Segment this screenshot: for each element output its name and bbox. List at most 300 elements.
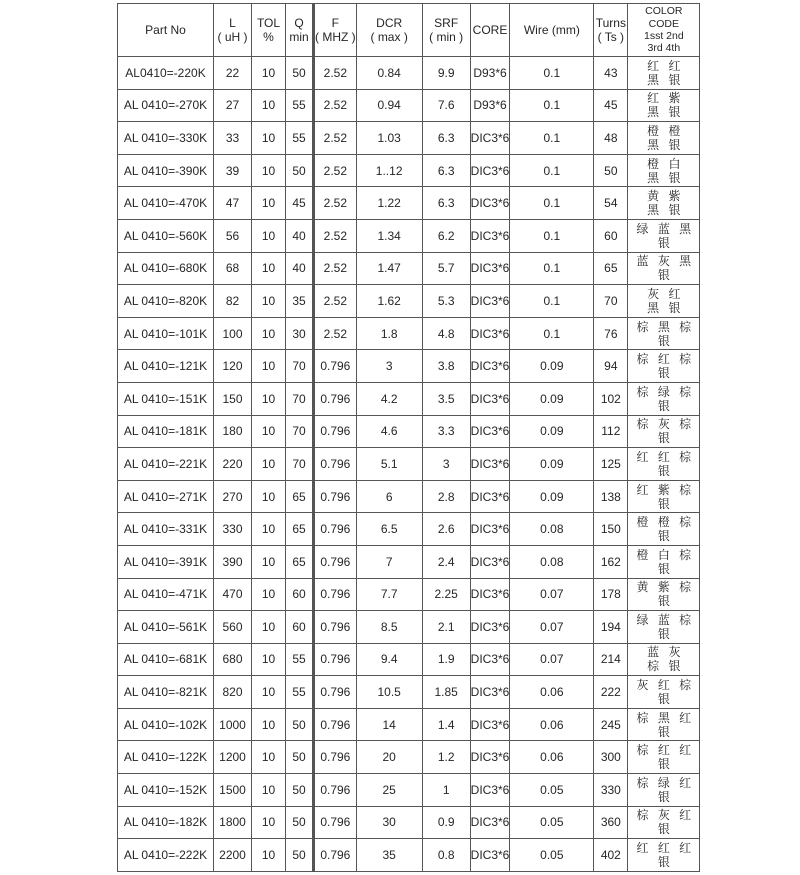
cell-turns_ts: 50 xyxy=(594,154,628,187)
cell-l_uh: 1000 xyxy=(214,708,252,741)
header-cell-f_mhz xyxy=(314,4,357,57)
cell-core: DIC3*6 xyxy=(470,219,510,252)
color-code-line: 银 xyxy=(657,333,670,348)
cell-turns_ts: 330 xyxy=(594,774,628,807)
table-row xyxy=(118,154,700,187)
cell-turns_ts: 214 xyxy=(594,643,628,676)
cell-wire_mm: 0.05 xyxy=(510,806,594,839)
cell-l_uh: 820 xyxy=(214,676,252,709)
color-code-line: 橙 白 xyxy=(647,156,681,171)
header-cell-q_min xyxy=(286,4,314,57)
cell-turns_ts: 150 xyxy=(594,513,628,546)
cell-q_min: 55 xyxy=(286,89,314,122)
header-line: COLOR xyxy=(645,5,683,18)
cell-tol_pct: 10 xyxy=(252,708,286,741)
table-row xyxy=(118,806,700,839)
table-row xyxy=(118,89,700,122)
cell-core: DIC3*6 xyxy=(470,317,510,350)
cell-part_no: AL 0410=-121K xyxy=(118,350,214,383)
cell-wire_mm: 0.09 xyxy=(510,415,594,448)
cell-q_min: 50 xyxy=(286,57,314,90)
header-cell-part_no xyxy=(118,4,214,57)
table-row xyxy=(118,122,700,155)
cell-l_uh: 120 xyxy=(214,350,252,383)
color-code-line: 棕 黑 红 xyxy=(636,710,692,725)
inductor-spec-table xyxy=(117,3,700,872)
cell-wire_mm: 0.1 xyxy=(510,219,594,252)
cell-l_uh: 1500 xyxy=(214,774,252,807)
cell-turns_ts: 65 xyxy=(594,252,628,285)
cell-turns_ts: 222 xyxy=(594,676,628,709)
cell-color_code xyxy=(628,741,700,774)
cell-tol_pct: 10 xyxy=(252,382,286,415)
cell-core: DIC3*6 xyxy=(470,513,510,546)
header-cell-core xyxy=(470,4,510,57)
cell-tol_pct: 10 xyxy=(252,154,286,187)
cell-f_mhz: 0.796 xyxy=(314,839,357,872)
cell-q_min: 70 xyxy=(286,350,314,383)
cell-f_mhz: 0.796 xyxy=(314,448,357,481)
cell-core: DIC3*6 xyxy=(470,415,510,448)
color-code-line: 灰 红 棕 xyxy=(636,678,692,693)
cell-tol_pct: 10 xyxy=(252,611,286,644)
color-code-line: 红 红 xyxy=(647,58,681,73)
cell-f_mhz: 0.796 xyxy=(314,382,357,415)
cell-f_mhz: 2.52 xyxy=(314,219,357,252)
cell-srf_min: 2.8 xyxy=(422,480,470,513)
cell-core: DIC3*6 xyxy=(470,154,510,187)
cell-color_code xyxy=(628,187,700,220)
cell-wire_mm: 0.09 xyxy=(510,448,594,481)
color-code-line: 银 xyxy=(657,398,670,413)
header-line: ( Ts ) xyxy=(597,30,625,44)
cell-color_code xyxy=(628,774,700,807)
cell-part_no: AL 0410=-152K xyxy=(118,774,214,807)
cell-part_no: AL 0410=-270K xyxy=(118,89,214,122)
header-cell-turns_ts xyxy=(594,4,628,57)
cell-turns_ts: 102 xyxy=(594,382,628,415)
cell-part_no: AL 0410=-820K xyxy=(118,285,214,318)
header-cell-dcr_max xyxy=(356,4,422,57)
cell-srf_min: 3.8 xyxy=(422,350,470,383)
cell-color_code xyxy=(628,676,700,709)
table-row xyxy=(118,643,700,676)
cell-q_min: 50 xyxy=(286,708,314,741)
cell-l_uh: 2200 xyxy=(214,839,252,872)
cell-l_uh: 1800 xyxy=(214,806,252,839)
cell-wire_mm: 0.1 xyxy=(510,252,594,285)
cell-q_min: 50 xyxy=(286,741,314,774)
cell-tol_pct: 10 xyxy=(252,480,286,513)
cell-core: DIC3*6 xyxy=(470,839,510,872)
cell-turns_ts: 60 xyxy=(594,219,628,252)
cell-l_uh: 270 xyxy=(214,480,252,513)
cell-color_code xyxy=(628,154,700,187)
cell-tol_pct: 10 xyxy=(252,415,286,448)
color-code-line: 银 xyxy=(657,594,670,609)
color-code-line: 银 xyxy=(657,529,670,544)
cell-wire_mm: 0.1 xyxy=(510,317,594,350)
table-row xyxy=(118,187,700,220)
cell-srf_min: 1.2 xyxy=(422,741,470,774)
cell-core: DIC3*6 xyxy=(470,285,510,318)
cell-part_no: AL 0410=-560K xyxy=(118,219,214,252)
cell-f_mhz: 2.52 xyxy=(314,285,357,318)
cell-srf_min: 6.2 xyxy=(422,219,470,252)
cell-srf_min: 1.85 xyxy=(422,676,470,709)
cell-turns_ts: 45 xyxy=(594,89,628,122)
cell-l_uh: 68 xyxy=(214,252,252,285)
cell-l_uh: 560 xyxy=(214,611,252,644)
color-code-line: 银 xyxy=(657,235,670,250)
cell-color_code xyxy=(628,545,700,578)
cell-part_no: AL 0410=-680K xyxy=(118,252,214,285)
cell-turns_ts: 54 xyxy=(594,187,628,220)
cell-dcr_max: 6 xyxy=(356,480,422,513)
cell-l_uh: 27 xyxy=(214,89,252,122)
cell-core: DIC3*6 xyxy=(470,382,510,415)
cell-part_no: AL 0410=-181K xyxy=(118,415,214,448)
color-code-line: 银 xyxy=(657,268,670,283)
cell-part_no: AL 0410=-471K xyxy=(118,578,214,611)
cell-srf_min: 3.3 xyxy=(422,415,470,448)
color-code-line: 银 xyxy=(657,724,670,739)
table-row xyxy=(118,741,700,774)
table-header xyxy=(118,4,700,57)
color-code-line: 棕 灰 棕 xyxy=(636,417,692,432)
cell-srf_min: 0.9 xyxy=(422,806,470,839)
cell-srf_min: 1 xyxy=(422,774,470,807)
cell-dcr_max: 4.6 xyxy=(356,415,422,448)
cell-q_min: 50 xyxy=(286,154,314,187)
table-row xyxy=(118,350,700,383)
cell-q_min: 70 xyxy=(286,415,314,448)
cell-turns_ts: 402 xyxy=(594,839,628,872)
table-row xyxy=(118,676,700,709)
cell-color_code xyxy=(628,317,700,350)
cell-part_no: AL 0410=-122K xyxy=(118,741,214,774)
cell-core: DIC3*6 xyxy=(470,578,510,611)
color-code-line: 棕 灰 红 xyxy=(636,808,692,823)
cell-tol_pct: 10 xyxy=(252,187,286,220)
header-line: Turns xyxy=(595,15,626,30)
cell-q_min: 55 xyxy=(286,122,314,155)
cell-part_no: AL 0410=-182K xyxy=(118,806,214,839)
cell-wire_mm: 0.09 xyxy=(510,480,594,513)
color-code-line: 银 xyxy=(657,692,670,707)
cell-f_mhz: 0.796 xyxy=(314,774,357,807)
header-line: Part No xyxy=(145,22,186,37)
cell-l_uh: 82 xyxy=(214,285,252,318)
cell-dcr_max: 1.03 xyxy=(356,122,422,155)
cell-wire_mm: 0.05 xyxy=(510,839,594,872)
cell-wire_mm: 0.06 xyxy=(510,741,594,774)
cell-q_min: 35 xyxy=(286,285,314,318)
cell-color_code xyxy=(628,611,700,644)
cell-q_min: 45 xyxy=(286,187,314,220)
cell-turns_ts: 245 xyxy=(594,708,628,741)
cell-q_min: 50 xyxy=(286,839,314,872)
color-code-line: 红 红 红 xyxy=(636,841,692,856)
cell-f_mhz: 2.52 xyxy=(314,57,357,90)
table-row xyxy=(118,382,700,415)
cell-wire_mm: 0.1 xyxy=(510,154,594,187)
cell-f_mhz: 0.796 xyxy=(314,415,357,448)
cell-tol_pct: 10 xyxy=(252,513,286,546)
cell-wire_mm: 0.06 xyxy=(510,708,594,741)
color-code-line: 黑 银 xyxy=(647,72,681,87)
header-line: 3rd 4th xyxy=(647,42,681,55)
header-line: CORE xyxy=(472,22,508,37)
cell-f_mhz: 0.796 xyxy=(314,350,357,383)
cell-core: DIC3*6 xyxy=(470,122,510,155)
color-code-line: 银 xyxy=(657,463,670,478)
cell-q_min: 50 xyxy=(286,806,314,839)
table-row xyxy=(118,708,700,741)
cell-srf_min: 4.8 xyxy=(422,317,470,350)
cell-tol_pct: 10 xyxy=(252,350,286,383)
cell-part_no: AL 0410=-271K xyxy=(118,480,214,513)
cell-wire_mm: 0.07 xyxy=(510,643,594,676)
cell-f_mhz: 0.796 xyxy=(314,806,357,839)
cell-srf_min: 6.3 xyxy=(422,154,470,187)
header-line: L xyxy=(229,15,236,30)
cell-turns_ts: 162 xyxy=(594,545,628,578)
cell-l_uh: 330 xyxy=(214,513,252,546)
cell-turns_ts: 178 xyxy=(594,578,628,611)
cell-turns_ts: 43 xyxy=(594,57,628,90)
cell-srf_min: 6.3 xyxy=(422,122,470,155)
cell-wire_mm: 0.08 xyxy=(510,545,594,578)
table-row xyxy=(118,611,700,644)
cell-turns_ts: 76 xyxy=(594,317,628,350)
cell-color_code xyxy=(628,708,700,741)
cell-wire_mm: 0.09 xyxy=(510,382,594,415)
table-row xyxy=(118,513,700,546)
cell-f_mhz: 0.796 xyxy=(314,480,357,513)
cell-dcr_max: 1.22 xyxy=(356,187,422,220)
cell-dcr_max: 0.94 xyxy=(356,89,422,122)
color-code-line: 蓝 灰 xyxy=(647,645,681,660)
cell-l_uh: 1200 xyxy=(214,741,252,774)
cell-q_min: 65 xyxy=(286,513,314,546)
cell-l_uh: 150 xyxy=(214,382,252,415)
table-row xyxy=(118,480,700,513)
cell-wire_mm: 0.07 xyxy=(510,611,594,644)
cell-turns_ts: 112 xyxy=(594,415,628,448)
table-row xyxy=(118,545,700,578)
color-code-line: 蓝 灰 黑 xyxy=(636,254,692,269)
cell-wire_mm: 0.08 xyxy=(510,513,594,546)
cell-core: DIC3*6 xyxy=(470,708,510,741)
cell-dcr_max: 6.5 xyxy=(356,513,422,546)
table-row xyxy=(118,219,700,252)
cell-l_uh: 680 xyxy=(214,643,252,676)
cell-q_min: 60 xyxy=(286,611,314,644)
cell-srf_min: 2.6 xyxy=(422,513,470,546)
cell-l_uh: 470 xyxy=(214,578,252,611)
color-code-line: 红 紫 棕 xyxy=(636,482,692,497)
cell-q_min: 60 xyxy=(286,578,314,611)
cell-l_uh: 33 xyxy=(214,122,252,155)
cell-f_mhz: 0.796 xyxy=(314,545,357,578)
cell-q_min: 55 xyxy=(286,676,314,709)
header-cell-tol_pct xyxy=(252,4,286,57)
cell-dcr_max: 7 xyxy=(356,545,422,578)
cell-l_uh: 56 xyxy=(214,219,252,252)
cell-q_min: 40 xyxy=(286,252,314,285)
cell-dcr_max: 1.8 xyxy=(356,317,422,350)
cell-srf_min: 2.1 xyxy=(422,611,470,644)
cell-dcr_max: 0.84 xyxy=(356,57,422,90)
color-code-line: 银 xyxy=(657,822,670,837)
table-row xyxy=(118,839,700,872)
header-line: ( max ) xyxy=(370,30,408,44)
cell-core: DIC3*6 xyxy=(470,611,510,644)
cell-part_no: AL 0410=-821K xyxy=(118,676,214,709)
cell-l_uh: 22 xyxy=(214,57,252,90)
cell-q_min: 55 xyxy=(286,643,314,676)
cell-dcr_max: 10.5 xyxy=(356,676,422,709)
cell-q_min: 30 xyxy=(286,317,314,350)
cell-tol_pct: 10 xyxy=(252,89,286,122)
cell-dcr_max: 1..12 xyxy=(356,154,422,187)
cell-tol_pct: 10 xyxy=(252,448,286,481)
cell-wire_mm: 0.1 xyxy=(510,187,594,220)
table-row xyxy=(118,578,700,611)
cell-core: DIC3*6 xyxy=(470,448,510,481)
cell-color_code xyxy=(628,839,700,872)
color-code-line: 黄 紫 xyxy=(647,189,681,204)
cell-q_min: 65 xyxy=(286,545,314,578)
color-code-line: 棕 绿 红 xyxy=(636,775,692,790)
color-code-line: 棕 银 xyxy=(647,659,681,674)
cell-tol_pct: 10 xyxy=(252,806,286,839)
header-line: TOL xyxy=(256,15,281,30)
color-code-line: 红 红 棕 xyxy=(636,449,692,464)
color-code-line: 银 xyxy=(657,757,670,772)
cell-q_min: 65 xyxy=(286,480,314,513)
color-code-line: 黑 银 xyxy=(647,105,681,120)
cell-core: DIC3*6 xyxy=(470,806,510,839)
cell-color_code xyxy=(628,285,700,318)
header-line: Wire (mm) xyxy=(523,22,580,37)
cell-color_code xyxy=(628,350,700,383)
header-line: 1sst 2nd xyxy=(643,30,684,42)
cell-dcr_max: 5.1 xyxy=(356,448,422,481)
header-row xyxy=(118,4,700,57)
cell-color_code xyxy=(628,219,700,252)
color-code-line: 绿 蓝 棕 xyxy=(636,612,692,627)
cell-part_no: AL 0410=-151K xyxy=(118,382,214,415)
cell-dcr_max: 8.5 xyxy=(356,611,422,644)
cell-q_min: 40 xyxy=(286,219,314,252)
cell-turns_ts: 194 xyxy=(594,611,628,644)
cell-f_mhz: 2.52 xyxy=(314,122,357,155)
color-code-line: 黑 银 xyxy=(647,137,681,152)
cell-srf_min: 5.3 xyxy=(422,285,470,318)
cell-srf_min: 0.8 xyxy=(422,839,470,872)
cell-tol_pct: 10 xyxy=(252,578,286,611)
cell-tol_pct: 10 xyxy=(252,774,286,807)
cell-srf_min: 2.4 xyxy=(422,545,470,578)
cell-part_no: AL 0410=-221K xyxy=(118,448,214,481)
cell-core: DIC3*6 xyxy=(470,741,510,774)
cell-part_no: AL 0410=-222K xyxy=(118,839,214,872)
header-line: ( MHZ ) xyxy=(315,30,356,44)
cell-tol_pct: 10 xyxy=(252,285,286,318)
color-code-line: 棕 红 红 xyxy=(636,743,692,758)
cell-dcr_max: 35 xyxy=(356,839,422,872)
cell-tol_pct: 10 xyxy=(252,643,286,676)
color-code-line: 银 xyxy=(657,496,670,511)
cell-core: DIC3*6 xyxy=(470,545,510,578)
color-code-line: 银 xyxy=(657,561,670,576)
color-code-line: 橙 白 棕 xyxy=(636,547,692,562)
cell-srf_min: 6.3 xyxy=(422,187,470,220)
cell-core: DIC3*6 xyxy=(470,643,510,676)
table-row xyxy=(118,285,700,318)
header-cell-wire_mm xyxy=(510,4,594,57)
cell-q_min: 50 xyxy=(286,774,314,807)
cell-f_mhz: 0.796 xyxy=(314,611,357,644)
cell-turns_ts: 94 xyxy=(594,350,628,383)
cell-turns_ts: 360 xyxy=(594,806,628,839)
cell-color_code xyxy=(628,578,700,611)
cell-dcr_max: 30 xyxy=(356,806,422,839)
cell-l_uh: 100 xyxy=(214,317,252,350)
header-line: ( uH ) xyxy=(217,30,248,44)
color-code-line: 黑 银 xyxy=(647,203,681,218)
header-line: Q xyxy=(294,15,304,30)
cell-core: DIC3*6 xyxy=(470,480,510,513)
header-cell-srf_min xyxy=(422,4,470,57)
header-line: DCR xyxy=(376,15,403,30)
cell-dcr_max: 9.4 xyxy=(356,643,422,676)
cell-core: DIC3*6 xyxy=(470,252,510,285)
header-line: CODE xyxy=(648,17,680,30)
table-row xyxy=(118,448,700,481)
color-code-line: 银 xyxy=(657,366,670,381)
cell-core: DIC3*6 xyxy=(470,774,510,807)
header-line: ( min ) xyxy=(429,30,464,44)
cell-tol_pct: 10 xyxy=(252,545,286,578)
cell-f_mhz: 0.796 xyxy=(314,676,357,709)
table-body xyxy=(118,57,700,872)
cell-part_no: AL 0410=-470K xyxy=(118,187,214,220)
color-code-line: 黑 银 xyxy=(647,170,681,185)
cell-dcr_max: 7.7 xyxy=(356,578,422,611)
cell-dcr_max: 1.34 xyxy=(356,219,422,252)
color-code-line: 黄 紫 棕 xyxy=(636,580,692,595)
cell-part_no: AL0410=-220K xyxy=(118,57,214,90)
cell-l_uh: 47 xyxy=(214,187,252,220)
cell-part_no: AL 0410=-331K xyxy=(118,513,214,546)
cell-color_code xyxy=(628,448,700,481)
cell-f_mhz: 2.52 xyxy=(314,154,357,187)
cell-q_min: 70 xyxy=(286,382,314,415)
cell-srf_min: 3.5 xyxy=(422,382,470,415)
cell-l_uh: 39 xyxy=(214,154,252,187)
cell-f_mhz: 0.796 xyxy=(314,578,357,611)
cell-tol_pct: 10 xyxy=(252,676,286,709)
cell-wire_mm: 0.1 xyxy=(510,89,594,122)
header-line: F xyxy=(331,15,339,30)
cell-core: D93*6 xyxy=(470,89,510,122)
cell-srf_min: 1.4 xyxy=(422,708,470,741)
table-row xyxy=(118,415,700,448)
color-code-line: 灰 红 xyxy=(647,286,681,301)
